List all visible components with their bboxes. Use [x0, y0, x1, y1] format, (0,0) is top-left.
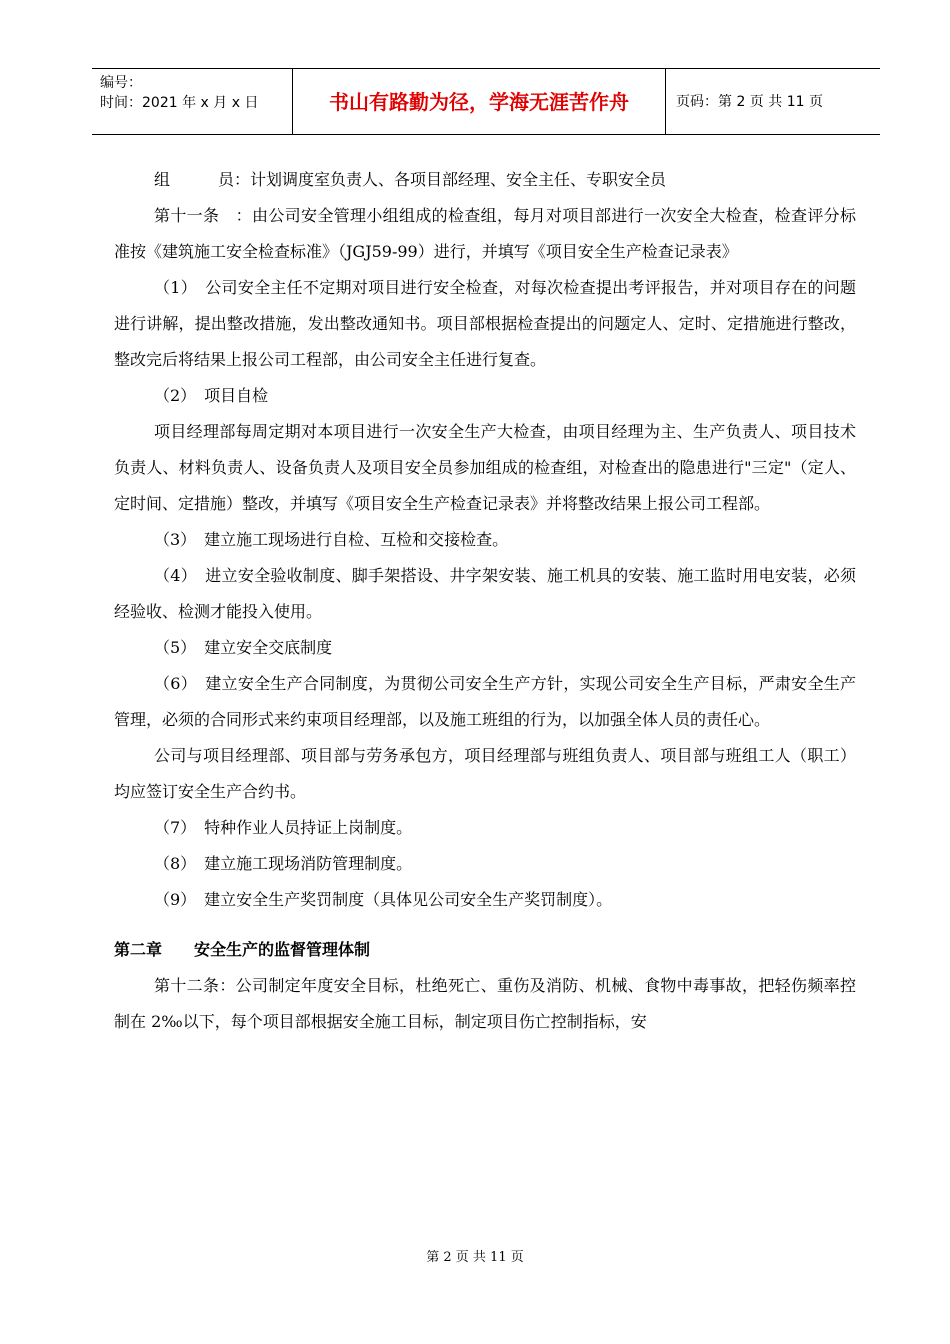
- paragraph-article-12: 第十二条：公司制定年度安全目标，杜绝死亡、重伤及消防、机械、食物中毒事故，把轻伤频率控制在 2‰以下，每个项目部根据安全施工目标，制定项目伤亡控制指标，安: [114, 976, 856, 1031]
- header-meta: [92, 69, 293, 134]
- header-motto: 书山有路勤为径，学海无涯苦作舟: [293, 69, 666, 134]
- document-time-label: 时间：2021 年 x 月 x 日: [100, 95, 259, 111]
- document-number-label: 编号：: [100, 75, 142, 91]
- paragraph-item-6: （6） 建立安全生产合同制度，为贯彻公司安全生产方针，实现公司安全生产目标，严肃安全生产管理，必须的合同形式来约束项目经理部，以及施工班组的行为，以加强全体人员的责任心。: [114, 674, 856, 729]
- paragraph-item-3: （3） 建立施工现场进行自检、互检和交接检查。: [154, 530, 509, 549]
- paragraph-item-7: （7） 特种作业人员持证上岗制度。: [154, 818, 413, 837]
- paragraph-item-2: （2） 项目自检: [154, 386, 269, 405]
- paragraph-item-8: （8） 建立施工现场消防管理制度。: [154, 854, 413, 873]
- paragraph-item-5: （5） 建立安全交底制度: [154, 638, 333, 657]
- paragraph-item-1: （1） 公司安全主任不定期对项目进行安全检查，对每次检查提出考评报告，并对项目存在的问题进行讲解，提出整改措施，发出整改通知书。项目部根据检查提出的问题定人、定时、定措施进行整改，整改完后将结果上报公司工程部，由公司安全主任进行复查。: [114, 278, 856, 369]
- paragraph-article-11: 第十一条 ：由公司安全管理小组组成的检查组，每月对项目部进行一次安全大检查，检查评分标准按《建筑施工安全检查标准》（JGJ59-99）进行，并填写《项目安全生产检查记录表》: [114, 206, 856, 261]
- header-page-label: 页码：第 2 页 共 11 页: [676, 94, 823, 110]
- chapter-heading: 第二章 安全生产的监督管理体制: [114, 940, 371, 959]
- page-footer: 第 2 页 共 11 页: [426, 1250, 524, 1265]
- paragraph-item-4: （4） 进立安全验收制度、脚手架搭设、井字架安装、施工机具的安装、施工监时用电安装，必须经验收、检测才能投入使用。: [114, 566, 856, 621]
- paragraph-members: 组 员：计划调度室负责人、各项目部经理、安全主任、专职安全员: [154, 170, 667, 189]
- paragraph-contracts: 公司与项目经理部、项目部与劳务承包方，项目经理部与班组负责人、项目部与班组工人（职工）均应签订安全生产合约书。: [114, 746, 856, 801]
- paragraph-item-9: （9） 建立安全生产奖罚制度（具体见公司安全生产奖罚制度）。: [154, 890, 613, 909]
- document-body: [114, 162, 856, 1040]
- page-header: [92, 68, 880, 135]
- paragraph-project-check: 项目经理部每周定期对本项目进行一次安全生产大检查，由项目经理为主、生产负责人、项目技术负责人、材料负责人、设备负责人及项目安全员参加组成的检查组，对检查出的隐患进行"三定"（定人、定时间、定措施）整改，并填写《项目安全生产检查记录表》并将整改结果上报公司工程部。: [114, 422, 856, 513]
